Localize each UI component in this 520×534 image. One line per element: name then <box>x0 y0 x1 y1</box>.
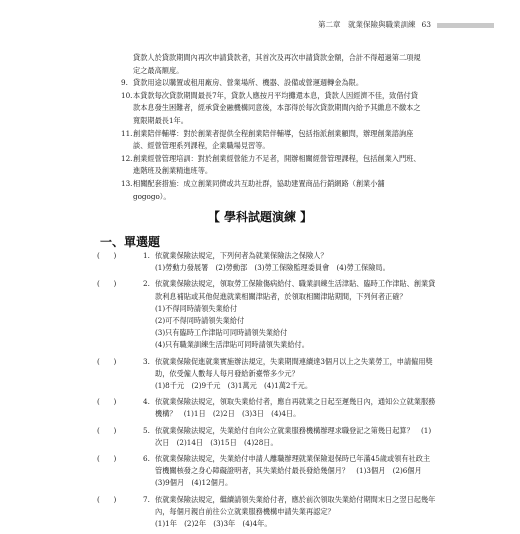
question <box>97 278 437 351</box>
chapter-title: 第二章 就業保險與職業訓練 <box>318 20 416 29</box>
question-number: 1. <box>143 251 150 260</box>
answer-blank: ( ) <box>97 454 117 464</box>
law-item <box>121 153 421 178</box>
item-text: 相關配套措施：成立創業同儕或共互助社群，協助建置商品行銷網路（創業小舖gogogo）。 <box>133 178 385 201</box>
law-item-list <box>121 52 421 203</box>
question-number: 6. <box>143 454 150 464</box>
question-text: 依就業保險法規定，失業給付申請人離職辦理就業保險退保時已年滿45歲或領有社政主管機關核發之身心障礙證明者，其失業給付最長發給幾個月？ (1)3個月 (2)6個月 (3)9個月 (4)12個月。 <box>155 454 431 488</box>
answer-blank: ( ) <box>97 494 117 504</box>
question-number: 3. <box>143 356 150 366</box>
page-number: 63 <box>421 20 432 29</box>
answer-blank: ( ) <box>97 279 117 289</box>
question-text: 依就業保險促進就業實施辦法規定，失業期間連續達3個月以上之失業勞工，申請僱用獎助，依受僱人數每人每月發給新臺幣多少元？ <box>155 356 433 378</box>
question-text: 依就業保險法規定，領取勞工保險傷病給付、職業訓練生活津貼、臨時工作津貼、創業貸款利息補貼或其他促進就業相關津貼者，於領取相關津貼期間，下列何者正確？ <box>155 279 436 301</box>
question <box>97 250 437 274</box>
question <box>97 425 437 449</box>
item-number: 13. <box>121 178 133 188</box>
question-options: (1)1年 (2)2年 (3)3年 (4)4年。 <box>155 519 272 529</box>
item-number: 9. <box>121 78 128 88</box>
question-number: 5. <box>143 425 150 435</box>
running-header <box>318 19 431 30</box>
item-number: 10. <box>121 90 133 100</box>
question <box>97 494 437 531</box>
question-text: 依就業保險法規定，繼續請領失業給付者，應於前次領取失業給付期間末日之翌日起幾年內，每個月親自前往公立就業服務機構申請失業再認定？ <box>155 494 436 516</box>
question-number: 7. <box>143 494 150 504</box>
question <box>97 356 437 393</box>
item-text: 創業經營管理培訓：對於創業經營能力不足者，開辦相關經營管理課程，包括創業入門班、進階班及創業精進班等。 <box>133 153 421 176</box>
question-text: 依就業保險法規定，失業給付自向公立就業服務機構辦理求職登記之第幾日起算？ (1)次日 (2)14日 (3)15日 (4)28日。 <box>155 425 432 447</box>
header-decoration-bar <box>437 23 494 28</box>
answer-blank: ( ) <box>97 356 117 366</box>
question-text: 依就業保險法規定，領取失業給付者，應自再就業之日起至遲幾日內，通知公立就業服務機構？ (1)1日 (2)2日 (3)3日 (4)4日。 <box>155 397 436 419</box>
question-option: (1)不得同時請領失業給付 <box>155 303 238 313</box>
law-item <box>121 178 421 203</box>
question-number: 2. <box>143 279 150 289</box>
question-options: (1)8千元 (2)9千元 (3)1萬元 (4)1萬2千元。 <box>155 381 313 391</box>
question-number: 4. <box>143 397 150 407</box>
question-list <box>97 250 437 534</box>
law-item <box>121 128 421 153</box>
item-text: 貸款人於貸款期間內再次申請貸款者，其首次及再次申請貸款金額，合計不得超過第二項規定之最高額度。 <box>133 53 421 75</box>
question-option: (2)可不得同時請領失業給付 <box>155 316 245 326</box>
answer-blank: ( ) <box>97 397 117 407</box>
question-option: (4)只有職業訓練生活津貼可同時請領失業給付。 <box>155 340 309 350</box>
law-item <box>121 77 421 90</box>
item-text: 本貸款每次貸款期間最長7年，貸款人應按月平均攤還本息，貸款人因經濟不佳，致借付貸款本息發生困難者，經承貸金融機構同意後，本部得於每次貸款期間內給予其繳息不繳本之寬限期最長1年。 <box>133 90 421 125</box>
law-item <box>121 52 421 77</box>
question-text: 依就業保險法規定，下列何者為就業保險法之保險人？ <box>155 251 328 260</box>
section-subtitle: 一、單選題 <box>100 235 161 249</box>
question <box>97 396 437 420</box>
law-item <box>121 90 421 128</box>
item-number: 11. <box>121 128 133 138</box>
item-number: 12. <box>121 153 133 163</box>
question-option: (3)只有臨時工作津貼可同時請領失業給付 <box>155 328 288 338</box>
item-text: 創業陪伴輔導：對於創業者提供全程創業陪伴輔導，包括指派創業顧問，辦理創業諮詢座談、經營管理系列課程，企業職場見習等。 <box>133 128 414 151</box>
question-options: (1)勞動力發展署 (2)勞動部 (3)勞工保險監理委員會 (4)勞工保險局。 <box>155 263 390 273</box>
page-header <box>0 18 520 36</box>
section-title: 【 學科試題演練 】 <box>207 210 313 224</box>
question <box>97 453 437 490</box>
item-text: 貸款用途以購置或租用廠房、營業場所、機器、設備或營運週轉金為限。 <box>133 78 364 88</box>
answer-blank: ( ) <box>97 251 117 260</box>
answer-blank: ( ) <box>97 425 117 435</box>
